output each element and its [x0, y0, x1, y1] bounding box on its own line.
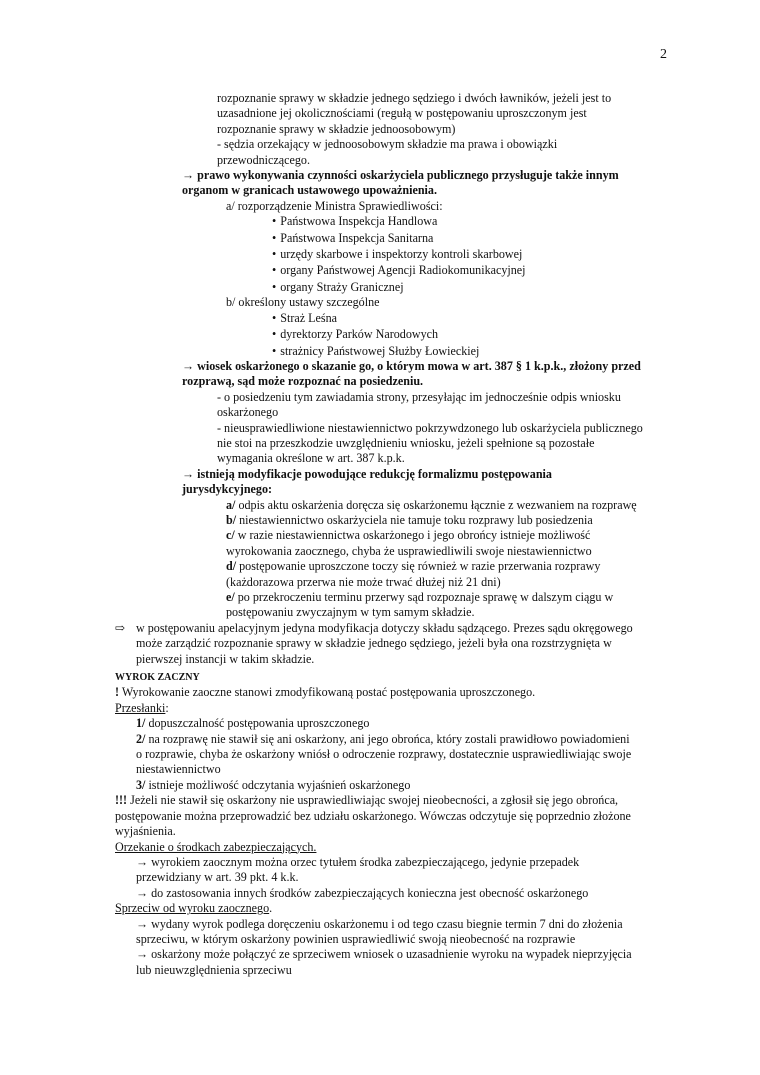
item-label: 1/ [136, 716, 146, 731]
line-text: odpis aktu oskarżenia doręcza się oskarżonemu łącznie z wezwaniem na rozprawę [235, 497, 637, 512]
text-line [0, 214, 760, 229]
bullet-item: • strażnicy Państwowej Służby Łowieckiej [272, 344, 479, 358]
line-text: wyrokowania zaocznego, chyba że usprawiedliwili swoje niestawiennictwo [226, 543, 592, 558]
line-text: na rozprawę nie stawił się ani oskarżony, ani jego obrońca, który zostali prawidłowo powiadomieni [145, 731, 630, 746]
bullet-item: • urzędy skarbowe i inspektorzy kontroli skarbowej [272, 247, 522, 261]
text-line [0, 809, 760, 824]
page-number: 2 [660, 47, 667, 62]
line-text: niestawiennictwo oskarżyciela nie tamuje toku rozprawy lub posiedzenia [236, 512, 593, 527]
line-text: rozpoznanie sprawy w składzie jednoosobowym) [217, 121, 456, 136]
text-line [0, 374, 760, 389]
item-label: a/ [226, 497, 236, 512]
line-text: postępowanie uproszczone toczy się również w razie przerwania rozprawy [236, 559, 601, 574]
line-text: WYROK ZACZNY [115, 672, 200, 684]
line-text: Przesłanki [115, 700, 166, 715]
text-line [0, 917, 760, 932]
line-text: może zarządzić rozpoznanie sprawy w składzie jednego sędziego, jeżeli była ona rozstrzygnięta w [136, 636, 612, 651]
text-line [0, 344, 760, 359]
line-text: w razie niestawiennictwa oskarżonego i jego obrońcy istnieje możliwość [234, 528, 591, 543]
line-text: oskarżonego [217, 405, 279, 420]
text-line [0, 636, 760, 651]
line-text: → wydany wyrok podlega doręczeniu oskarżonemu i od tego czasu biegnie termin 7 dni do złożenia [136, 916, 623, 931]
line-text: Jeżeli nie stawił się oskarżony nie usprawiedliwiając swojej nieobecności, a zgłosił się jego obrońca, [127, 793, 619, 808]
text-line [0, 482, 760, 497]
line-text: : [165, 700, 169, 715]
text-line [0, 137, 760, 152]
text-line [0, 824, 760, 839]
line-text: uzasadnione jej okolicznościami (regułą w postępowaniu uproszczonym jest [217, 106, 587, 121]
text-line [0, 701, 760, 716]
line-text: Orzekanie o środkach zabezpieczających. [115, 839, 317, 854]
text-line [0, 778, 760, 793]
line-text: b/ określony ustawy szczególne [226, 295, 380, 310]
text-line [0, 436, 760, 451]
text-line [0, 732, 760, 747]
line-text: przewidziany w art. 39 pkt. 4 k.k. [136, 870, 299, 885]
text-line [0, 280, 760, 295]
line-text: po przekroczeniu terminu przerwy sąd rozpoznaje sprawę w dalszym ciągu w [234, 590, 614, 604]
bullet-item: • Straż Leśna [272, 311, 337, 325]
text-line [0, 747, 760, 762]
bullet-item: • organy Państwowej Agencji Radiokomunikacyjnej [272, 263, 526, 277]
text-line [0, 390, 760, 405]
line-text: a/ rozporządzenie Ministra Sprawiedliwości: [226, 198, 443, 213]
line-text: organom w granicach ustawowego upoważnienia. [182, 183, 437, 198]
text-line [0, 513, 760, 528]
line-text: wyjaśnienia. [115, 824, 176, 839]
text-line [0, 122, 760, 137]
text-line [0, 793, 760, 808]
text-line [0, 544, 760, 559]
item-label: 3/ [136, 777, 146, 792]
line-text: Wyrokowanie zaoczne stanowi zmodyfikowaną postać postępowania uproszczonego. [119, 685, 536, 700]
item-label: 2/ [136, 731, 146, 746]
line-text: istnieje możliwość odczytania wyjaśnień oskarżonego [145, 777, 411, 792]
text-line [0, 605, 760, 620]
text-line [0, 840, 760, 855]
text-line [0, 621, 760, 636]
line-text: - nieusprawiedliwione niestawiennictwo pokrzywdzonego lub oskarżyciela publicznego [217, 420, 643, 435]
item-label: d/ [226, 559, 237, 574]
text-line [0, 886, 760, 901]
text-line [0, 947, 760, 962]
bullet-item: • dyrektorzy Parków Narodowych [272, 327, 438, 341]
text-line [0, 247, 760, 262]
line-text: lub nieuwzględnienia sprzeciwu [136, 962, 292, 977]
line-text: pierwszej instancji w takim składzie. [136, 651, 315, 666]
text-line [0, 932, 760, 947]
line-text: → do zastosowania innych środków zabezpieczających konieczna jest obecność oskarżonego [136, 885, 589, 900]
line-text: (każdorazowa przerwa nie może trwać dłużej niż 21 dni) [226, 574, 501, 589]
text-line [0, 963, 760, 978]
line-text: → wiosek oskarżonego o skazanie go, o którym mowa w art. 387 § 1 k.p.k., złożony przed [182, 358, 641, 373]
line-text: → oskarżony może połączyć ze sprzeciwem wniosek o uzasadnienie wyroku na wypadek nieprzyjęcia [136, 947, 632, 962]
text-line [0, 451, 760, 466]
text-line [0, 870, 760, 885]
text-line [0, 263, 760, 278]
line-text: postępowaniu zwyczajnym w tym samym składzie. [226, 605, 475, 620]
text-line [0, 498, 760, 513]
text-line [0, 467, 760, 482]
text-line [0, 106, 760, 121]
line-text: o rozprawie, chyba że oskarżony wniósł o odroczenie rozprawy, dostatecznie usprawiedliwiając swoje [136, 747, 632, 762]
item-label: c/ [226, 528, 235, 543]
bullet-item: • organy Straży Granicznej [272, 280, 404, 294]
text-line [0, 183, 760, 198]
line-text: jurysdykcyjnego: [182, 482, 273, 497]
text-line [0, 716, 760, 731]
arrow-icon: ⇨ [115, 620, 126, 635]
line-text: niestawiennictwo [136, 762, 221, 777]
page-body [0, 91, 760, 978]
text-line [0, 685, 760, 700]
text-line [0, 670, 760, 685]
text-line [0, 199, 760, 214]
line-text: rozpoznanie sprawy w składzie jednego sędziego i dwóch ławników, jeżeli jest to [217, 91, 612, 105]
text-line [0, 153, 760, 168]
line-text: sprzeciwu, w którym oskarżony powinien usprawiedliwić swoją nieobecność na rozprawie [136, 931, 576, 946]
line-text: . [269, 901, 273, 916]
text-line [0, 311, 760, 326]
bullet-item: • Państwowa Inspekcja Handlowa [272, 214, 437, 228]
text-line [0, 405, 760, 420]
text-line [0, 168, 760, 183]
line-text: w postępowaniu apelacyjnym jedyna modyfikacja dotyczy składu sądzącego. Prezes sądu okręgowego [136, 620, 633, 635]
text-line [0, 652, 760, 667]
text-line [0, 762, 760, 777]
line-text: przewodniczącego. [217, 152, 311, 167]
line-text: Sprzeciw od wyroku zaocznego [115, 901, 270, 916]
text-line [0, 327, 760, 342]
line-text: → prawo wykonywania czynności oskarżyciela publicznego przysługuje także innym [182, 168, 619, 183]
text-line [0, 91, 760, 106]
line-text: rozprawą, sąd może rozpoznać na posiedzeniu. [182, 374, 424, 389]
text-line [0, 528, 760, 543]
line-text: wymagania określone w art. 387 k.p.k. [217, 451, 405, 466]
line-text: → istnieją modyfikacje powodujące redukcję formalizmu postępowania [182, 466, 552, 481]
text-line [0, 231, 760, 246]
text-line [0, 590, 760, 605]
exclamation-marker: ! [115, 685, 120, 700]
text-line [0, 359, 760, 374]
text-line [0, 559, 760, 574]
text-line [0, 575, 760, 590]
line-text: - sędzia orzekający w jednoosobowym składzie ma prawa i obowiązki [217, 137, 558, 152]
text-line [0, 295, 760, 310]
line-text: dopuszczalność postępowania uproszczonego [145, 716, 370, 731]
line-text: postępowanie można przeprowadzić bez udziału oskarżonego. Wówczas odczytuje się poprzednio złożone [115, 808, 631, 823]
line-text: → wyrokiem zaocznym można orzec tytułem środka zabezpieczającego, jedynie przepadek [136, 854, 580, 869]
text-line [0, 421, 760, 436]
line-text: - o posiedzeniu tym zawiadamia strony, przesyłając im jednocześnie odpis wniosku [217, 389, 621, 404]
text-line [0, 855, 760, 870]
bullet-item: • Państwowa Inspekcja Sanitarna [272, 231, 433, 245]
item-label: e/ [226, 590, 235, 604]
item-label: b/ [226, 512, 237, 527]
exclamation-marker: !!! [115, 793, 128, 808]
text-line [0, 901, 760, 916]
line-text: nie stoi na przeszkodzie uwzględnieniu wniosku, jeżeli spełnione są pozostałe [217, 435, 595, 450]
